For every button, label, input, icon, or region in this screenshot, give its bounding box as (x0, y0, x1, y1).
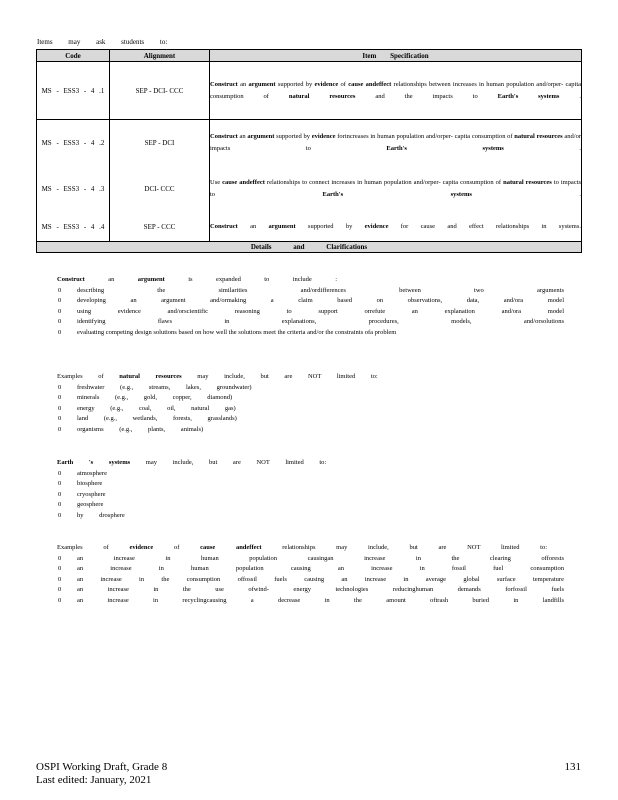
list-item (44, 286, 564, 297)
bullet-icon (44, 458, 57, 469)
details-section (44, 458, 564, 522)
sub-bullet-icon: 0 (58, 307, 62, 315)
section-lead-text: Examples of natural resources may include, but are NOT limited to: (57, 373, 378, 380)
list-item-text: land (e.g., wetlands, forests, grasslands) (77, 415, 237, 423)
details-header: Details and Clarifications (37, 242, 582, 253)
footer-title: OSPI Working Draft, Grade 8 (36, 761, 168, 773)
page-number: 131 (564, 761, 581, 773)
sub-bullet-icon: 0 (58, 415, 62, 423)
row-code: MS - ESS3 - 4 .2 (37, 120, 110, 166)
spec-row (37, 166, 582, 213)
bullet-icon (44, 275, 57, 286)
list-item-text: an increase in the use ofwind- energy technologies reducinghuman demands forfossil fuels (77, 586, 564, 594)
sub-bullet-icon: 0 (58, 286, 62, 294)
sub-bullet-icon: 0 (58, 575, 62, 583)
list-item (44, 554, 564, 565)
list-item (44, 575, 564, 586)
spec-row (37, 213, 582, 242)
row-alignment: SEP - CCC (110, 213, 210, 242)
list-item (44, 393, 564, 404)
list-item (44, 328, 564, 339)
list-item (44, 425, 564, 436)
list-item (44, 404, 564, 415)
sub-bullet-icon: 0 (58, 596, 62, 604)
list-item-text: hy drosphere (77, 511, 125, 519)
list-item-text: developing an argument and/ormaking a claim based on observations, data, and/ora model (77, 297, 564, 305)
sub-bullet-icon: 0 (58, 425, 62, 433)
item-spec-header: Item Specification (210, 50, 582, 62)
list-item-text: atmosphere (77, 469, 107, 477)
sub-bullet-icon: 0 (58, 404, 62, 412)
list-item-text: minerals (e.g., gold, copper, diamond) (77, 394, 233, 402)
row-alignment: DCI- CCC (110, 166, 210, 213)
list-item-text: an increase in the consumption offossil fuels causing an increase in average global surface temperature (77, 575, 564, 583)
section-lead (44, 458, 564, 469)
section-lead-text: Construct an argument is expanded to include : (57, 276, 338, 283)
row-item-specification: Use cause andeffect relationships to connect increases in human population and/orper- capita consumption of natural resources to impacts to Earth's systems . (210, 166, 582, 213)
sub-bullet-icon: 0 (58, 586, 62, 594)
sub-bullet-icon: 0 (58, 394, 62, 402)
list-item-text: describing the similarities and/ordifferences between two arguments (77, 286, 564, 294)
sub-bullet-icon: 0 (58, 318, 62, 326)
details-section (44, 372, 564, 436)
list-item (44, 383, 564, 394)
list-item-text: an increase in human population causingan increase in the clearing offorests (77, 554, 564, 562)
sub-bullet-icon: 0 (58, 565, 62, 573)
sub-bullet-icon: 0 (58, 501, 62, 509)
sub-bullet-icon: 0 (58, 480, 62, 488)
list-item-text: freshwater (e.g., streams, lakes, groundwater) (77, 383, 252, 391)
list-item (44, 317, 564, 328)
list-item-text: an increase in recyclingcausing a decrease in the amount oftrash buried in landfills (77, 596, 564, 604)
sub-bullet-icon: 0 (58, 490, 62, 498)
sub-bullet-icon: 0 (58, 511, 62, 519)
list-item-text: geosphere (77, 501, 104, 509)
code-header: Code (37, 50, 110, 62)
sub-bullet-icon: 0 (58, 469, 62, 477)
list-item-text: using evidence and/orscientific reasoning to support orrefute an explanation and/ora model (77, 307, 564, 315)
details-section (44, 543, 564, 607)
item-spec-table (36, 49, 582, 253)
list-item-text: an increase in human population causing an increase in fossil fuel consumption (77, 565, 564, 573)
list-item (44, 307, 564, 318)
list-item (44, 511, 564, 522)
alignment-header: Alignment (110, 50, 210, 62)
section-lead-text: Earth 's systems may include, but are NOT limited to: (57, 459, 327, 466)
list-item-text: cryosphere (77, 490, 106, 498)
footer-edited: Last edited: January, 2021 (36, 774, 152, 786)
list-item-text: biosphere (77, 480, 103, 488)
list-item (44, 500, 564, 511)
list-item-text: energy (e.g., coal, oil, natural gas) (77, 404, 236, 412)
row-code: MS - ESS3 - 4 .4 (37, 213, 110, 242)
list-item (44, 414, 564, 425)
list-item (44, 585, 564, 596)
sub-bullet-icon: 0 (58, 554, 62, 562)
list-item-text: evaluating competing design solutions based on how well the solutions meet the criteria and/or the constraints ofa problem (77, 328, 397, 336)
list-item (44, 469, 564, 480)
spec-row (37, 120, 582, 166)
sub-bullet-icon: 0 (58, 383, 62, 391)
list-item (44, 564, 564, 575)
sub-bullet-icon: 0 (58, 328, 62, 336)
list-item (44, 296, 564, 307)
list-item-text: organisms (e.g., plants, animals) (77, 425, 204, 433)
row-code: MS - ESS3 - 4 .1 (37, 62, 110, 120)
intro-text: Items may ask students to: (37, 38, 168, 46)
details-section (44, 275, 564, 339)
list-item-text: identifying flaws in explanations, procedures, models, and/orsolutions (77, 318, 564, 326)
bullet-icon (44, 543, 57, 554)
row-item-specification: Construct an argument supported by evidence of cause andeffect relationships between increases in human population and/orper- capita consumption of natural resources and the impacts to Earth's systems . (210, 62, 582, 120)
row-item-specification: Construct an argument supported by evidence forincreases in human population and/orper- capita consumption of natural resources and/or impacts to Earth's systems . (210, 120, 582, 166)
sub-bullet-icon: 0 (58, 297, 62, 305)
list-item (44, 490, 564, 501)
footer (36, 761, 167, 787)
row-alignment: SEP - DCI (110, 120, 210, 166)
section-lead (44, 275, 564, 286)
table-header-row (37, 50, 582, 62)
details-header-row (37, 242, 582, 253)
row-item-specification: Construct an argument supported by evidence for cause and effect relationships in systems. (210, 213, 582, 242)
list-item (44, 596, 564, 607)
section-lead (44, 372, 564, 383)
section-lead-text: Examples of evidence of cause andeffect relationships may include, but are NOT limited to: (57, 544, 548, 551)
bullet-icon (44, 372, 57, 383)
row-alignment: SEP - DCI- CCC (110, 62, 210, 120)
row-code: MS - ESS3 - 4 .3 (37, 166, 110, 213)
section-lead (44, 543, 564, 554)
list-item (44, 479, 564, 490)
spec-row (37, 62, 582, 120)
